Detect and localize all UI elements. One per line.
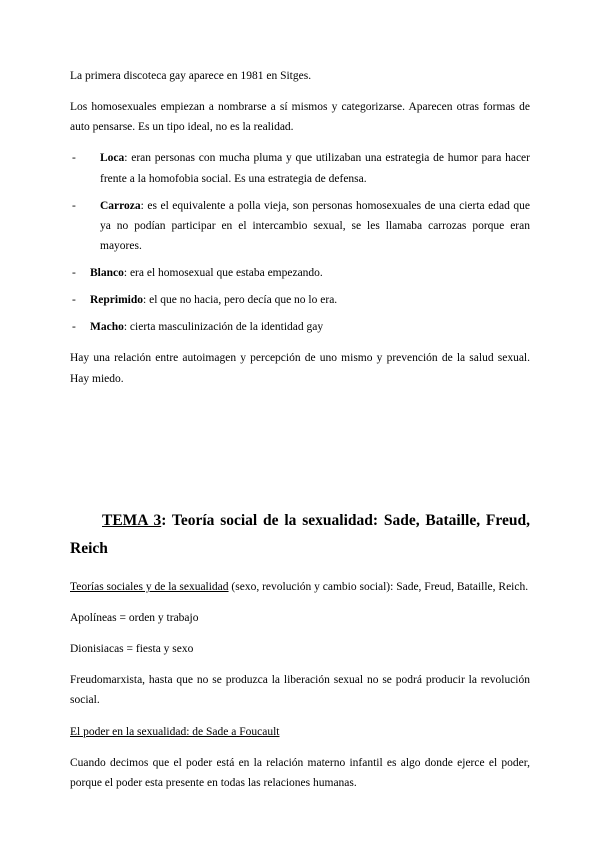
- list-item-reprimido: [70, 290, 530, 310]
- term-label: Macho: [90, 321, 124, 334]
- term-definition: : el que no hacia, pero decía que no lo era.: [143, 294, 338, 307]
- section-heading-tema3: [70, 507, 530, 564]
- bullet-dash: -: [72, 294, 76, 307]
- term-definition: : era el homosexual que estaba empezando.: [123, 267, 323, 279]
- term-label: Blanco: [90, 267, 124, 279]
- list-item-macho: [70, 317, 530, 337]
- term-definition: : es el equivalente a polla vieja, son personas homosexuales de una cierta edad que ya no podían participar en el intercambio sexual, se les llamaba carrozas porque eran mayores.: [100, 199, 530, 252]
- paragraph-freudomarxista: Freudomarxista, hasta que no se produzca la liberación sexual no se podrá producir la revolución social.: [70, 674, 530, 707]
- paragraph-homosexuales: Los homosexuales empiezan a nombrarse a sí mismos y categorizarse. Aparecen otras formas de auto pensarse. Es un tipo ideal, no es la realidad.: [70, 101, 530, 134]
- list-item-carroza: [70, 196, 530, 256]
- term-label: Carroza: [100, 199, 141, 212]
- bullet-dash: -: [72, 152, 76, 165]
- paragraph-autoimagen: Hay una relación entre autoimagen y percepción de uno mismo y prevención de la salud sexual. Hay miedo.: [70, 352, 530, 385]
- paragraph-poder-relaciones: Cuando decimos que el poder está en la relación materno infantil es algo donde ejerce el poder, porque el poder esta presente en todas las relaciones humanas.: [70, 756, 530, 789]
- term-definition: : eran personas con mucha pluma y que utilizaban una estrategia de humor para hacer frente a la homofobia social. Es una estrategia de defensa.: [100, 152, 530, 185]
- paragraph-apolineas: Apolíneas = orden y trabajo: [70, 612, 199, 625]
- paragraph-rest: (sexo, revolución y cambio social): Sade, Freud, Bataille, Reich.: [228, 580, 529, 593]
- underlined-subheading-text: El poder en la sexualidad: de Sade a Foucault: [70, 725, 280, 738]
- heading-underlined-part: TEMA 3: [102, 511, 162, 529]
- paragraph-discoteca: La primera discoteca gay aparece en 1981 en Sitges.: [70, 70, 312, 82]
- term-definition: : cierta masculinización de la identidad gay: [123, 321, 324, 334]
- underlined-lead: Teorías sociales y de la sexualidad: [70, 580, 229, 593]
- list-item-blanco: [70, 263, 530, 283]
- term-label: Reprimido: [90, 294, 144, 307]
- bullet-dash: -: [72, 321, 76, 334]
- bullet-dash: -: [72, 267, 76, 279]
- paragraph-dionisiacas: Dionisiacas = fiesta y sexo: [70, 643, 194, 656]
- bullet-dash: -: [72, 199, 76, 212]
- heading-rest: : Teoría social de la sexualidad: Sade, Bataille, Freud, Reich: [70, 511, 530, 558]
- term-label: Loca: [100, 152, 125, 165]
- list-item-loca: [70, 148, 530, 188]
- subheading-poder-sexualidad: [70, 722, 530, 742]
- paragraph-teorias-sociales: [70, 577, 530, 597]
